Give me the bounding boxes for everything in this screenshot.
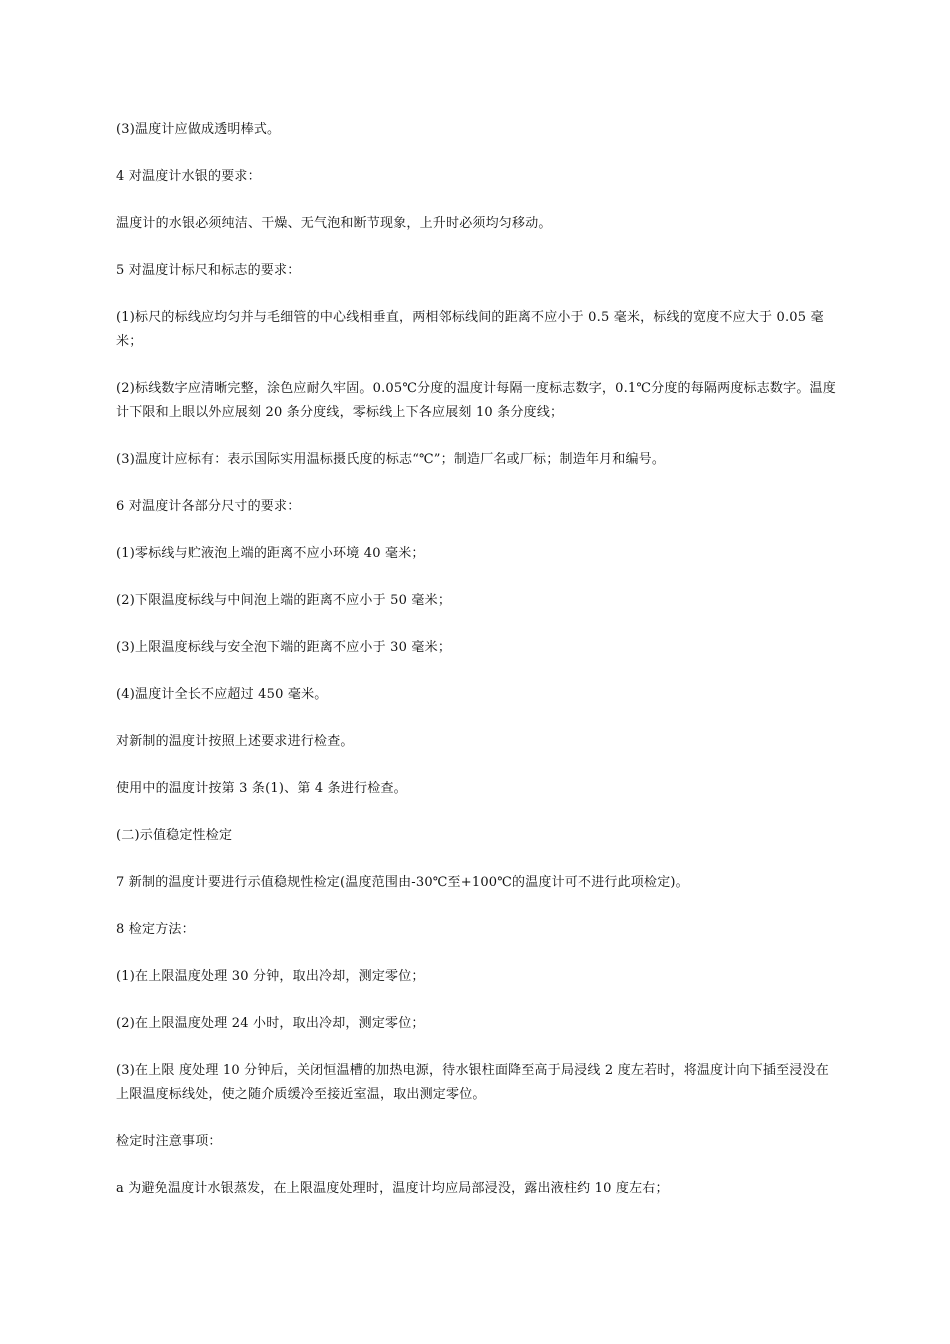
paragraph-12: (4)温度计全长不应超过 450 毫米。 — [116, 687, 328, 702]
section-heading-6: 6 对温度计各部分尺寸的要求： — [116, 499, 301, 514]
paragraph-1: (3)温度计应做成透明棒式。 — [116, 122, 281, 137]
paragraph-7: (3)温度计应标有：表示国际实用温标摄氏度的标志“℃”；制造厂名或厂标；制造年月和编号。 — [116, 452, 666, 467]
section-heading-2: (二)示值稳定性检定 — [116, 828, 233, 843]
paragraph-10: (2)下限温度标线与中间泡上端的距离不应小于 50 毫米； — [116, 593, 452, 608]
document-body — [116, 118, 840, 1224]
section-heading-4: 4 对温度计水银的要求： — [116, 169, 261, 184]
paragraph-19: (2)在上限温度处理 24 小时，取出冷却，测定零位； — [116, 1016, 425, 1031]
note-a: a 为避免温度计水银蒸发，在上限温度处理时，温度计均应局部浸没，露出液柱约 10 度左右； — [116, 1181, 669, 1196]
paragraph-6: (2)标线数字应清晰完整，涂色应耐久牢固。0.05℃分度的温度计每隔一度标志数字，0.1℃分度的每隔两度标志数字。温度计下限和上眼以外应展刻 20 条分度线，零标线上下各应展刻 10 条分度线； — [116, 381, 836, 420]
section-heading-5: 5 对温度计标尺和标志的要求： — [116, 263, 301, 278]
paragraph-13: 对新制的温度计按照上述要求进行检查。 — [116, 734, 354, 749]
section-heading-8: 8 检定方法： — [116, 922, 195, 937]
section-heading-7: 7 新制的温度计要进行示值稳规性检定(温度范围由-30℃至+100℃的温度计可不进行此项检定)。 — [116, 875, 689, 890]
paragraph-3: 温度计的水银必须纯洁、干燥、无气泡和断节现象，上升时必须均匀移动。 — [116, 216, 552, 231]
paragraph-18: (1)在上限温度处理 30 分钟，取出冷却，测定零位； — [116, 969, 425, 984]
paragraph-14: 使用中的温度计按第 3 条(1)、第 4 条进行检查。 — [116, 781, 407, 796]
paragraph-11: (3)上限温度标线与安全泡下端的距离不应小于 30 毫米； — [116, 640, 452, 655]
paragraph-9: (1)零标线与贮液泡上端的距离不应小环境 40 毫米； — [116, 546, 425, 561]
notes-heading: 检定时注意事项： — [116, 1134, 222, 1149]
paragraph-20: (3)在上限 度处理 10 分钟后，关闭恒温槽的加热电源，待水银柱面降至高于局浸线 2 度左若时，将温度计向下插至浸没在上限温度标线处，使之随介质缓冷至接近室温，取出测定零位。 — [116, 1063, 829, 1102]
paragraph-5: (1)标尺的标线应均匀并与毛细管的中心线相垂直，两相邻标线间的距离不应小于 0.5 毫米，标线的宽度不应大于 0.05 毫米； — [116, 310, 824, 349]
